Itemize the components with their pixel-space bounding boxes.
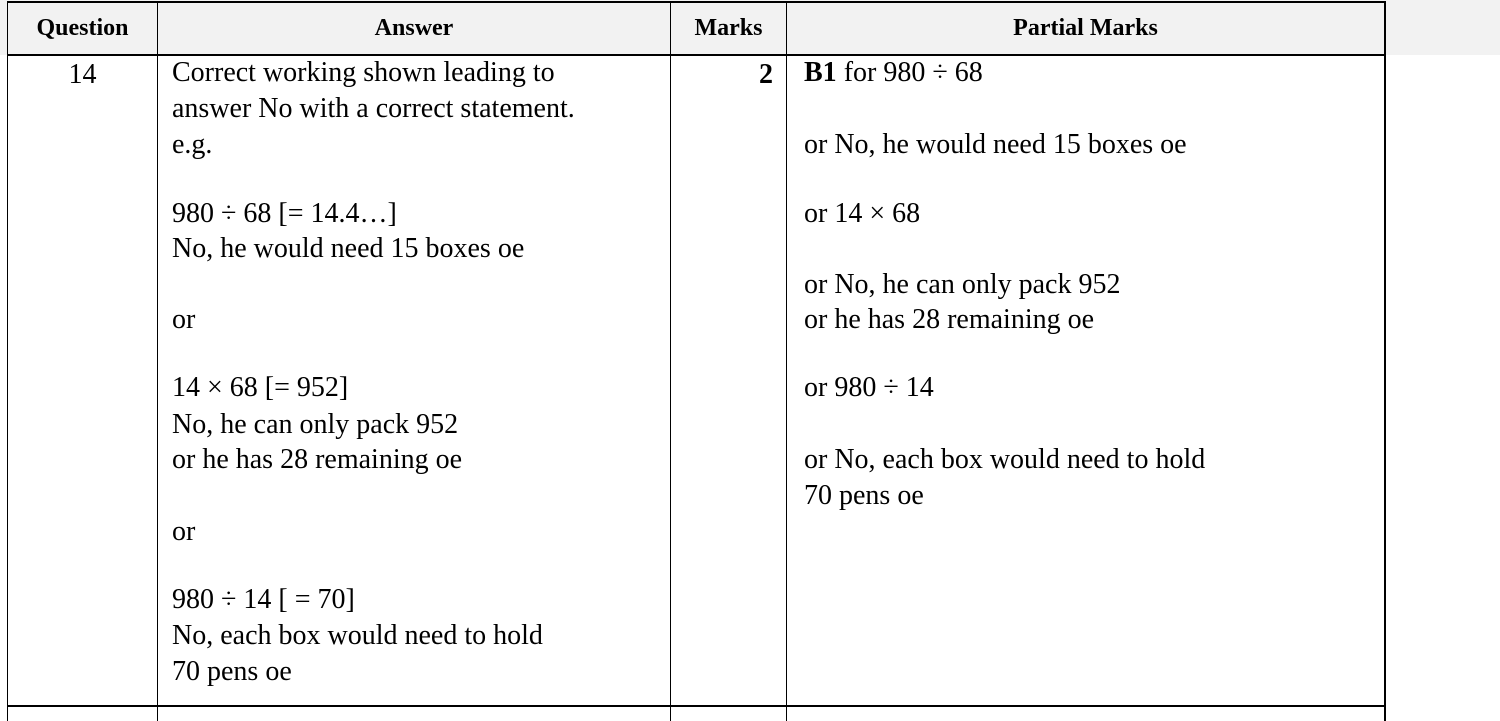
column-divider-question	[157, 1, 158, 721]
answer-line: 70 pens oe	[172, 656, 292, 687]
partial-mark-line: or No, he can only pack 952	[804, 269, 1121, 300]
partial-mark-line: 70 pens oe	[804, 480, 924, 511]
answer-line: No, he would need 15 boxes oe	[172, 233, 525, 264]
answer-line: No, he can only pack 952	[172, 409, 459, 440]
partial-mark-line: or he has 28 remaining oe	[804, 304, 1095, 335]
column-divider-marks	[786, 1, 787, 721]
b1-text: for 980 ÷ 68	[836, 57, 983, 88]
answer-line: or he has 28 remaining oe	[172, 444, 463, 475]
partial-mark-line: or No, he would need 15 boxes oe	[804, 129, 1187, 160]
marks-value: 2	[759, 59, 773, 90]
answer-line: e.g.	[172, 129, 213, 160]
column-divider-answer	[670, 1, 671, 721]
answer-line: or	[172, 516, 196, 547]
header-marks: Marks	[694, 15, 763, 41]
b1-label: B1	[804, 57, 837, 88]
row-divider	[7, 705, 1386, 707]
question-number: 14	[68, 59, 97, 90]
column-divider-right	[1384, 1, 1386, 721]
header-partial-marks: Partial Marks	[1013, 15, 1158, 41]
answer-line: 14 × 68 [= 952]	[172, 372, 349, 403]
answer-line: Correct working shown leading to	[172, 57, 555, 88]
partial-mark-line: or 14 × 68	[804, 198, 921, 229]
partial-mark-line: or No, each box would need to hold	[804, 444, 1206, 475]
partial-mark-line	[804, 56, 983, 90]
column-divider-left	[7, 1, 8, 721]
answer-line: 980 ÷ 14 [ = 70]	[172, 584, 355, 615]
partial-mark-line: or 980 ÷ 14	[804, 372, 934, 403]
header-answer: Answer	[374, 15, 454, 41]
header-question: Question	[36, 15, 129, 41]
answer-line: 980 ÷ 68 [= 14.4…]	[172, 198, 397, 229]
answer-line: answer No with a correct statement.	[172, 93, 575, 124]
answer-line: No, each box would need to hold	[172, 620, 543, 651]
answer-line: or	[172, 304, 196, 335]
